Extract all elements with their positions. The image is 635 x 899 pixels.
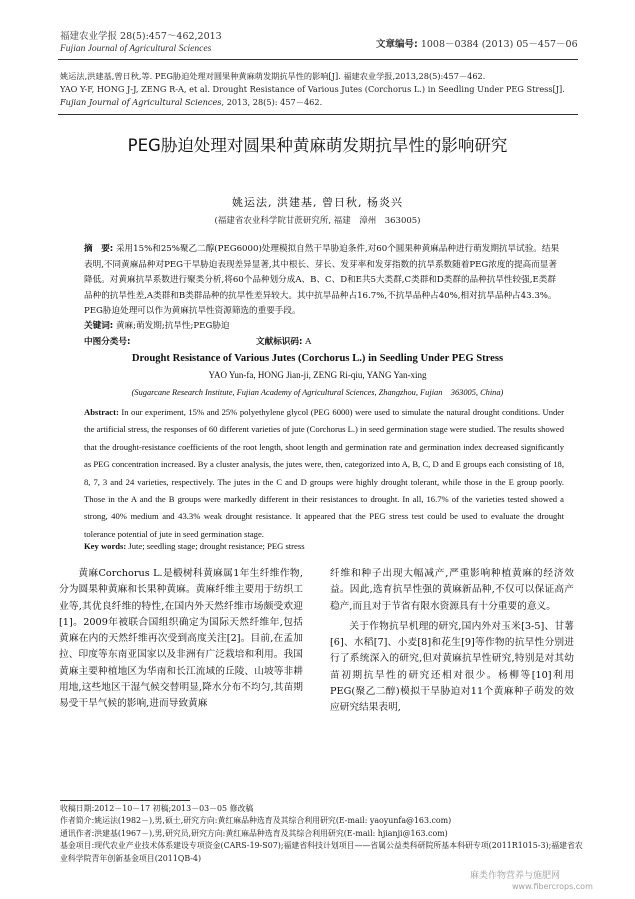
classification-label: 中图分类号: (84, 337, 131, 347)
body-paragraph: 纤维和种子出现大幅减产,严重影响种植黄麻的经济效益。因此,选育抗旱性强的黄麻新品种,不仅可以保证高产稳产,而且对于节省有限水资源具有十分重要的意义。 (330, 568, 574, 612)
corr-value: 洪建基(1967－),男,研究员,研究方向:黄红麻品种选育及其综合利用研究(E-mail: hjianji@163.com) (94, 828, 448, 838)
body-column-left (59, 566, 303, 713)
abstract-cn-text: 采用15%和25%聚乙二醇(PEG6000)处理模拟自然干旱胁迫条件,对60个圆果种黄麻品种进行萌发期抗旱试验。结果表明,不同黄麻品种对PEG干旱胁迫表现差异显著,其中根长、芽长、发芽率和发芽指数的抗旱系数随着PEG浓度的提高而显著降低。对黄麻抗旱系数进行聚类分析,将60个品种划分成A、B、C、D和E共5大类群,C类群和D类群的品种抗旱性较强,E类群品种的抗旱性差,A类群和B类群品种的抗旱性差异较大。其中抗旱品种占16.7%,不抗旱品种占40%,相对抗旱品种占43.3%。PEG胁迫处理可以作为黄麻抗旱性资源筛选的重要手段。 (84, 244, 560, 317)
doc-code (256, 335, 311, 347)
journal-header (60, 30, 222, 56)
keywords-cn (84, 319, 230, 331)
paper-title: PEG胁迫处理对圆果种黄麻萌发期抗旱性的影响研究 (127, 136, 508, 155)
abstract-en-label: Abstract: (84, 407, 119, 417)
citation (60, 70, 580, 109)
citation-cn: 姚运法,洪建基,曾日秋,等. PEG胁迫处理对圆果种黄麻萌发期抗旱性的影响[J]. 福建农业学报,2013,28(5):457－462. (60, 71, 486, 81)
keywords-cn-label: 关键词: (84, 321, 114, 331)
fund-value: 现代农业产业技术体系建设专项资金(CARS-19-S07);福建省科技计划项目——省属公益类科研院所基本科研专项(2011R1015-3);福建省农业科学院青年创新基金项目(2011QB-4) (60, 841, 583, 863)
citation-en-tail: , 2013, 28(5): 457－462. (221, 97, 323, 107)
body-paragraph: 关于作物抗旱机理的研究,国内外对玉米[3-5]、甘薯[6]、水稻[7]、小麦[8]和花生[9]等作物的抗旱性分别进行了系统深入的研究,但对黄麻抗旱性研究,特别是对其幼苗初期抗旱性的研究还相对很少。杨柳等[10]利用PEG(聚乙二醇)模拟干旱胁迫对11个黄麻种子萌发的效应研究结果表明, (330, 620, 574, 714)
article-number-label: 文章编号: (376, 39, 418, 50)
keywords-en (84, 541, 564, 551)
footnote-author (60, 815, 585, 827)
english-authors: YAO Yun-fa, HONG Jian-ji, ZENG Ri-qiu, YANG Yan-xing (208, 370, 427, 380)
footnote-rule (60, 800, 190, 801)
keywords-en-text: Jute; seedling stage; drought resistance; PEG stress (128, 541, 305, 551)
keywords-en-label: Key words: (84, 541, 127, 551)
fund-label: 基金项目: (60, 841, 95, 851)
footnote-received (60, 803, 585, 815)
abstract-cn-label: 摘 要: (84, 244, 114, 254)
doc-code-label: 文献标识码: (256, 337, 303, 347)
author-label: 作者简介: (60, 816, 95, 826)
article-number-value: 1008－0384 (2013) 05－457－06 (420, 39, 578, 50)
footnotes (60, 803, 585, 865)
author-value: 姚运法(1982－),男,硕士,研究方向:黄红麻品种选育及其综合利用研究(E-mail: yaoyunfa@163.com) (94, 816, 452, 826)
citation-en-main: YAO Y-F, HONG J-J, ZENG R-A, et al. Drought Resistance of Various Jutes (Corchorus L.) in Seedling Under PEG Stress[J]. (60, 84, 565, 94)
keywords-cn-text: 黄麻;萌发期;抗旱性;PEG胁迫 (115, 321, 230, 331)
footnote-corresponding (60, 828, 585, 840)
english-affiliation: (Sugarcane Research Institute, Fujian Academy of Agricultural Sciences, Zhangzhou, Fujian 363005, China) (131, 388, 504, 397)
corr-label: 通讯作者: (60, 828, 95, 838)
watermark-url: www.fibercrops.com (512, 882, 593, 891)
citation-en-journal: Fujian Journal of Agricultural Sciences (60, 97, 222, 107)
journal-name-cn: 福建农业学报 28(5):457～462,2013 (60, 31, 222, 42)
body-column-right (330, 566, 574, 717)
journal-name-en: Fujian Journal of Agricultural Sciences (60, 44, 212, 54)
footnote-fund (60, 840, 585, 865)
english-title: Drought Resistance of Various Jutes (Corchorus L.) in Seedling Under PEG Stress (131, 353, 504, 364)
received-label: 收稿日期: (60, 804, 95, 813)
received-value: 2012－10－17 初稿;2013－03－05 修改稿 (94, 804, 254, 813)
body-paragraph: 黄麻Corchorus L.是椴树科黄麻属1年生纤维作物,分为圆果种黄麻和长果种黄麻。黄麻纤维主要用于纺织工业等,其优良纤维的特性,在国内外天然纤维市场颇受欢迎[1]。2009年被联合国组织确定为国际天然纤维年,包括黄麻在内的天然纤维再次受到高度关注[2]。目前,在孟加拉、印度等东南亚国家以及非洲有广泛栽培和利用。我国黄麻主要种植地区为华南和长江流域的丘陵、山坡等非耕用地,这些地区干湿气候交替明显,降水分布不均匀,其苗期易受干旱气候的影响,进而导致黄麻 (59, 568, 303, 710)
citation-en (60, 83, 580, 109)
citation-rule (58, 114, 578, 115)
abstract-en (84, 404, 564, 543)
abstract-en-text: In our experiment, 15% and 25% polyethylene glycol (PEG 6000) were used to simulate the natural drought conditions. Under the artificial stress, the responses of 60 different varieties of jute (Corchorus L.) in seed germination stage were studied. The results showed that the drought-resistance coefficients of the root length, shoot length and germination rate and germination index decreased significantly as PEG concentration increased. By a cluster analysis, the jutes were, then, categorized into A, B, C, D and E groups each consisting of 18, 8, 7, 3 and 24 varieties, respectively. The jutes in the C and D groups were highly drought tolerant, while those in the E group poorly. Those in the A and the B groups were markedly different in their resistances to drought. In all, 16.7% of the varieties tested showed a strong, 40% medium and 43.3% weak drought resistance. It appeared that the PEG stress test could be used to evaluate the drought tolerance potential of jute in seed germination stage. (84, 407, 564, 539)
doc-code-value: A (305, 337, 312, 347)
affiliation: (福建省农业科学院甘蔗研究所, 福建 漳州 363005) (214, 216, 421, 226)
authors: 姚运法, 洪建基, 曾日秋, 杨炎兴 (232, 196, 403, 209)
watermark-cn: 麻类作物营养与施肥网 (470, 871, 561, 881)
article-number (376, 36, 578, 50)
abstract-cn (84, 242, 564, 320)
header-rule (58, 59, 578, 60)
classification-line (84, 335, 312, 347)
